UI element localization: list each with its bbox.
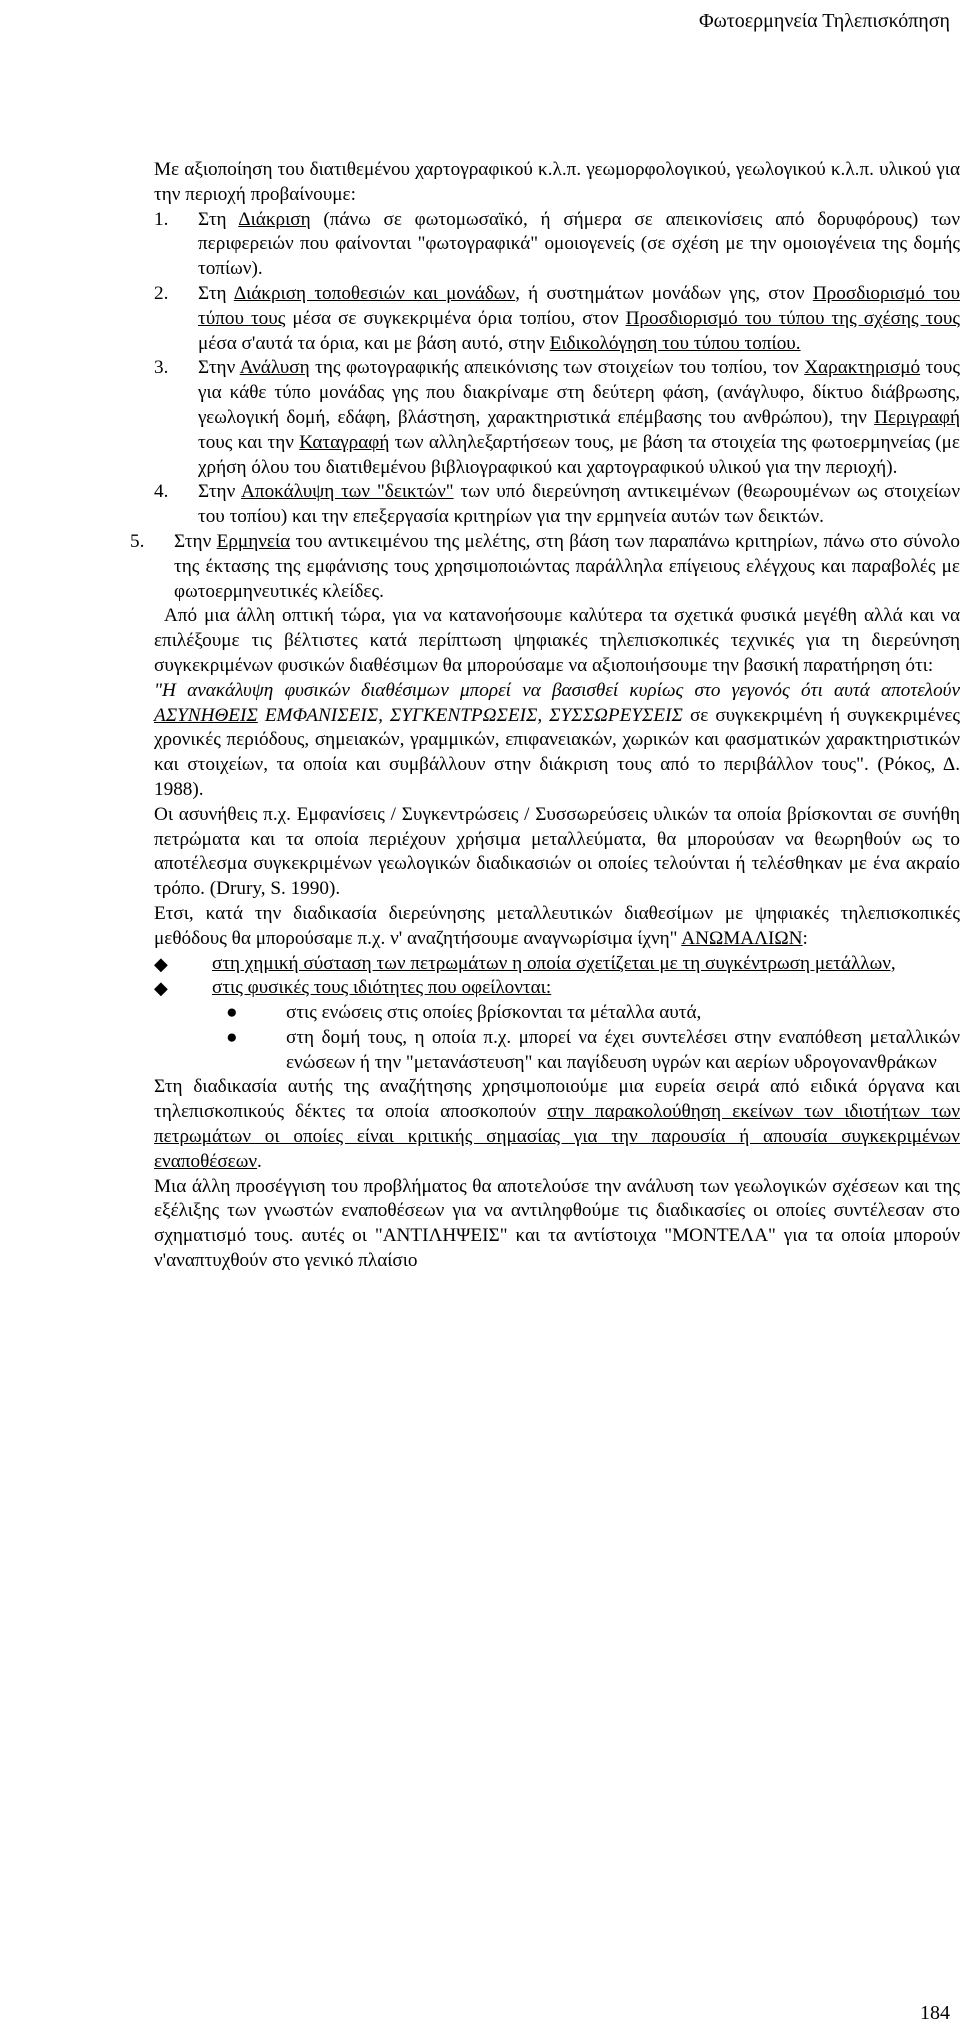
paragraph-optiki xyxy=(154,604,960,678)
item-text: τους και την xyxy=(198,431,300,453)
diamond-bullet-icon: ◆ xyxy=(154,978,168,999)
subbullet-item-2 xyxy=(212,1026,960,1076)
running-header: Φωτοερμηνεία Τηλεπισκόπηση xyxy=(698,10,950,32)
item-text: Στη xyxy=(198,208,239,230)
list-number: 5. xyxy=(130,530,145,552)
term-eidikologisi: Ειδικολόγηση του τύπου τοπίου. xyxy=(549,332,801,354)
quote-paragraph xyxy=(154,679,960,803)
list-number: 1. xyxy=(154,208,169,230)
item-text: Στη xyxy=(198,282,234,304)
dot-bullet-icon: ● xyxy=(226,1026,238,1048)
paragraph-proseggisi: Μια άλλη προσέγγιση του προβλήματος θα αποτελούσε την ανάλυση των γεωλογικών σχέσεων και της εξέλιξης των γνωστών εναποθέσεων για να αντιληφθούμε τις διαδικασίες οι οποίες συντέλεσαν στο σχηματισμό τους. αυτές οι "ΑΝΤΙΛΗΨΕΙΣ" και τα αντίστοιχα "ΜΟΝΤΕΛΑ" για τα οποία μπορούν ν'αναπτυχθούν στο γενικό πλαίσιο xyxy=(154,1175,960,1272)
item-text: Στην xyxy=(174,530,217,552)
list-number: 2. xyxy=(154,282,169,304)
bullet-item-1 xyxy=(154,952,960,977)
term-anomalion: ΑΝΩΜΑΛΙΩΝ xyxy=(681,927,803,949)
diamond-bullet-icon: ◆ xyxy=(154,953,168,974)
term-diakrisi: Διάκριση xyxy=(238,208,311,230)
item-text: Στην xyxy=(198,357,240,379)
dot-bullet-icon: ● xyxy=(226,1002,238,1024)
term-ermineia: Ερμηνεία xyxy=(216,530,291,552)
item-text: των αλληλεξαρτήσεων τους, με βάση τα στοιχεία της φωτοερμηνείας (με χρήση όλου του διατιθεμένου βιβλιογραφικού και χαρτογραφικού υλικού για την περιοχή). xyxy=(198,431,960,478)
quote-italic: ΕΜΦΑΝΙΣΕΙΣ, ΣΥΓΚΕΝΤΡΩΣΕΙΣ, ΣΥΣΣΩΡΕΥΣΕΙΣ xyxy=(257,704,683,726)
bullet-text: στις φυσικές τους ιδιότητες που οφείλονται: xyxy=(212,977,552,999)
quote-italic-underlined: ΑΣΥΝΗΘΕΙΣ xyxy=(154,704,258,726)
term-xaraktirismos: Χαρακτηρισμό xyxy=(804,357,921,379)
term-prosdiorismos-typou: Προσδιορισμό του τύπου τους xyxy=(198,282,960,329)
paragraph-text: : xyxy=(802,927,808,949)
document-body xyxy=(130,158,960,1274)
term-perigrafi: Περιγραφή xyxy=(874,406,960,428)
term-analysi: Ανάλυση xyxy=(239,357,310,379)
item-text: τους για κάθε τύπο μονάδας γης που διακρίναμε στη δεύτερη φάση, (ανάγλυφο, δίκτυο διάβρωσης, γεωλογική δομή, εδάφη, βλάστηση, χαρακτηριστικά επέμβασης του ανθρώπου), την xyxy=(198,357,960,428)
paragraph-asynitheis: Οι ασυνήθεις π.χ. Εμφανίσεις / Συγκεντρώσεις / Συσσωρεύσεις υλικών τα οποία βρίσκονται σε συνήθη πετρώματα και τα οποία περιέχουν χρήσιμα μεταλλεύματα, θα μπορούσαν να θεωρηθούν ως το αποτέλεσμα συγκεκριμένων γεωλογικών διαδικασιών οι οποίες τελούνται ή τελέσθηκαν με ένα ακραίο τρόπο. (Drury, S. 1990). xyxy=(154,803,960,900)
item-text: του αντικειμένου της μελέτης, στη βάση των παραπάνω κριτηρίων, πάνω στο σύνολο της έκτασης της εμφάνισης τους χρησιμοποιώντας παράλληλα επίγειους ελέγχους και παραβολές με φωτοερμηνευτικές κλείδες. xyxy=(174,530,960,602)
paragraph-text: Από μια άλλη οπτική τώρα, για να κατανοήσουμε καλύτερα τα σχετικά φυσικά μεγέθη αλλά και να επιλέξουμε τις βέλτιστες κατά περίπτωση ψηφιακές τηλεπισκοπικές τεχνικές για τη διερεύνηση συγκεκριμένων φυσικών διαθέσιμων θα μπορούσαμε να αξιοποιήσουμε την βασική παρατήρηση ότι: xyxy=(154,605,960,676)
underlined-phrase: στην παρακολούθηση εκείνων των ιδιοτήτων των πετρωμάτων οι οποίες είναι κριτικής σημασίας για την παρουσία ή απουσία συγκεκριμένων εναποθέσεων xyxy=(154,1101,960,1172)
page-number: 184 xyxy=(920,2002,950,2024)
term-apokalypsi: Αποκάλυψη των "δεικτών" xyxy=(241,481,454,503)
quote-italic: "Η ανακάλυψη φυσικών διαθέσιμων μπορεί να βασισθεί κυρίως στο γεγονός ότι αυτά αποτελούν xyxy=(154,679,960,701)
intro-paragraph: Με αξιοποίηση του διατιθεμένου χαρτογραφικού κ.λ.π. γεωμορφολογικού, γεωλογικού κ.λ.π. υλικού για την περιοχή προβαίνουμε: xyxy=(154,159,960,205)
item-text: (πάνω σε φωτομωσαϊκό, ή σήμερα σε απεικονίσεις από δορυφόρους) των περιφερειών που φαίνονται "φωτογραφικά" ομοιογενείς (σε σχέση με την ομοιογένεια της δομής τοπίων). xyxy=(198,208,960,280)
term-diakrisi-topothesion: Διάκριση τοποθεσιών και μονάδων xyxy=(233,282,516,304)
term-katagrafi: Καταγραφή xyxy=(299,431,390,453)
item-text: των υπό διερεύνηση αντικειμένων (θεωρουμένων ως στοιχείων του τοπίου) και την επεξεργασία κριτηρίων για την ερμηνεία αυτών των δεικτών. xyxy=(198,481,960,528)
term-prosdiorismos-sxesis: Προσδιορισμό του τύπου της σχέσης τους xyxy=(625,307,960,329)
item-text: της φωτογραφικής απεικόνισης των στοιχείων του τοπίου, τον xyxy=(309,357,805,379)
subbullet-item-1 xyxy=(212,1001,960,1026)
paragraph-text: Ετσι, κατά την διαδικασία διερεύνησης μεταλλευτικών διαθεσίμων με ψηφιακές τηλεπισκοπικές μεθόδους θα μπορούσαμε π.χ. ν' αναζητήσουμε αναγνωρίσιμα ίχνη" xyxy=(154,902,960,949)
list-item-4 xyxy=(154,480,960,530)
item-text: , ή συστημάτων μονάδων γης, στον xyxy=(515,282,813,304)
paragraph-diadikasia xyxy=(154,1075,960,1174)
list-item-2 xyxy=(154,282,960,356)
subbullet-text: στις ενώσεις στις οποίες βρίσκονται τα μέταλλα αυτά, xyxy=(286,1002,702,1024)
paragraph-etsi xyxy=(154,902,960,952)
list-number: 4. xyxy=(154,481,169,503)
paragraph-text: Στη διαδικασία αυτής της αναζήτησης χρησιμοποιούμε μια ευρεία σειρά από ειδικά όργανα και τηλεπισκοπικούς δέκτες τα οποία αποσκοπούν xyxy=(154,1076,960,1123)
list-item-5 xyxy=(130,530,960,604)
item-text: Στην xyxy=(198,481,242,503)
bullet-item-2 xyxy=(154,976,960,1001)
list-number: 3. xyxy=(154,357,169,379)
list-item-1 xyxy=(154,208,960,282)
subbullet-text: στη δομή τους, η οποία π.χ. μπορεί να έχει συντελέσει στην εναπόθεση μεταλλικών ενώσεων ή την "μετανάστευση" και παγίδευση υγρών και αερίων υδρογονανθράκων xyxy=(286,1026,960,1073)
quote-text: σε συγκεκριμένη ή συγκεκριμένες χρονικές περιόδους, σημειακών, γραμμικών, επιφανειακών, χωρικών και φασματικών χαρακτηριστικών και στοιχείων, τα οποία και συμβάλλουν στην διάκριση τους από το περιβάλλον τους". (Ρόκος, Δ. 1988). xyxy=(154,704,960,800)
list-item-3 xyxy=(154,356,960,480)
paragraph-text: . xyxy=(257,1150,262,1172)
bullet-text: στη χημική σύσταση των πετρωμάτων η οποία σχετίζεται με τη συγκέντρωση μετάλλων, xyxy=(212,952,896,974)
item-text: μέσα σε συγκεκριμένα όρια τοπίου, στον xyxy=(285,307,626,329)
item-text: μέσα σ'αυτά τα όρια, και με βάση αυτό, στην xyxy=(198,332,550,354)
